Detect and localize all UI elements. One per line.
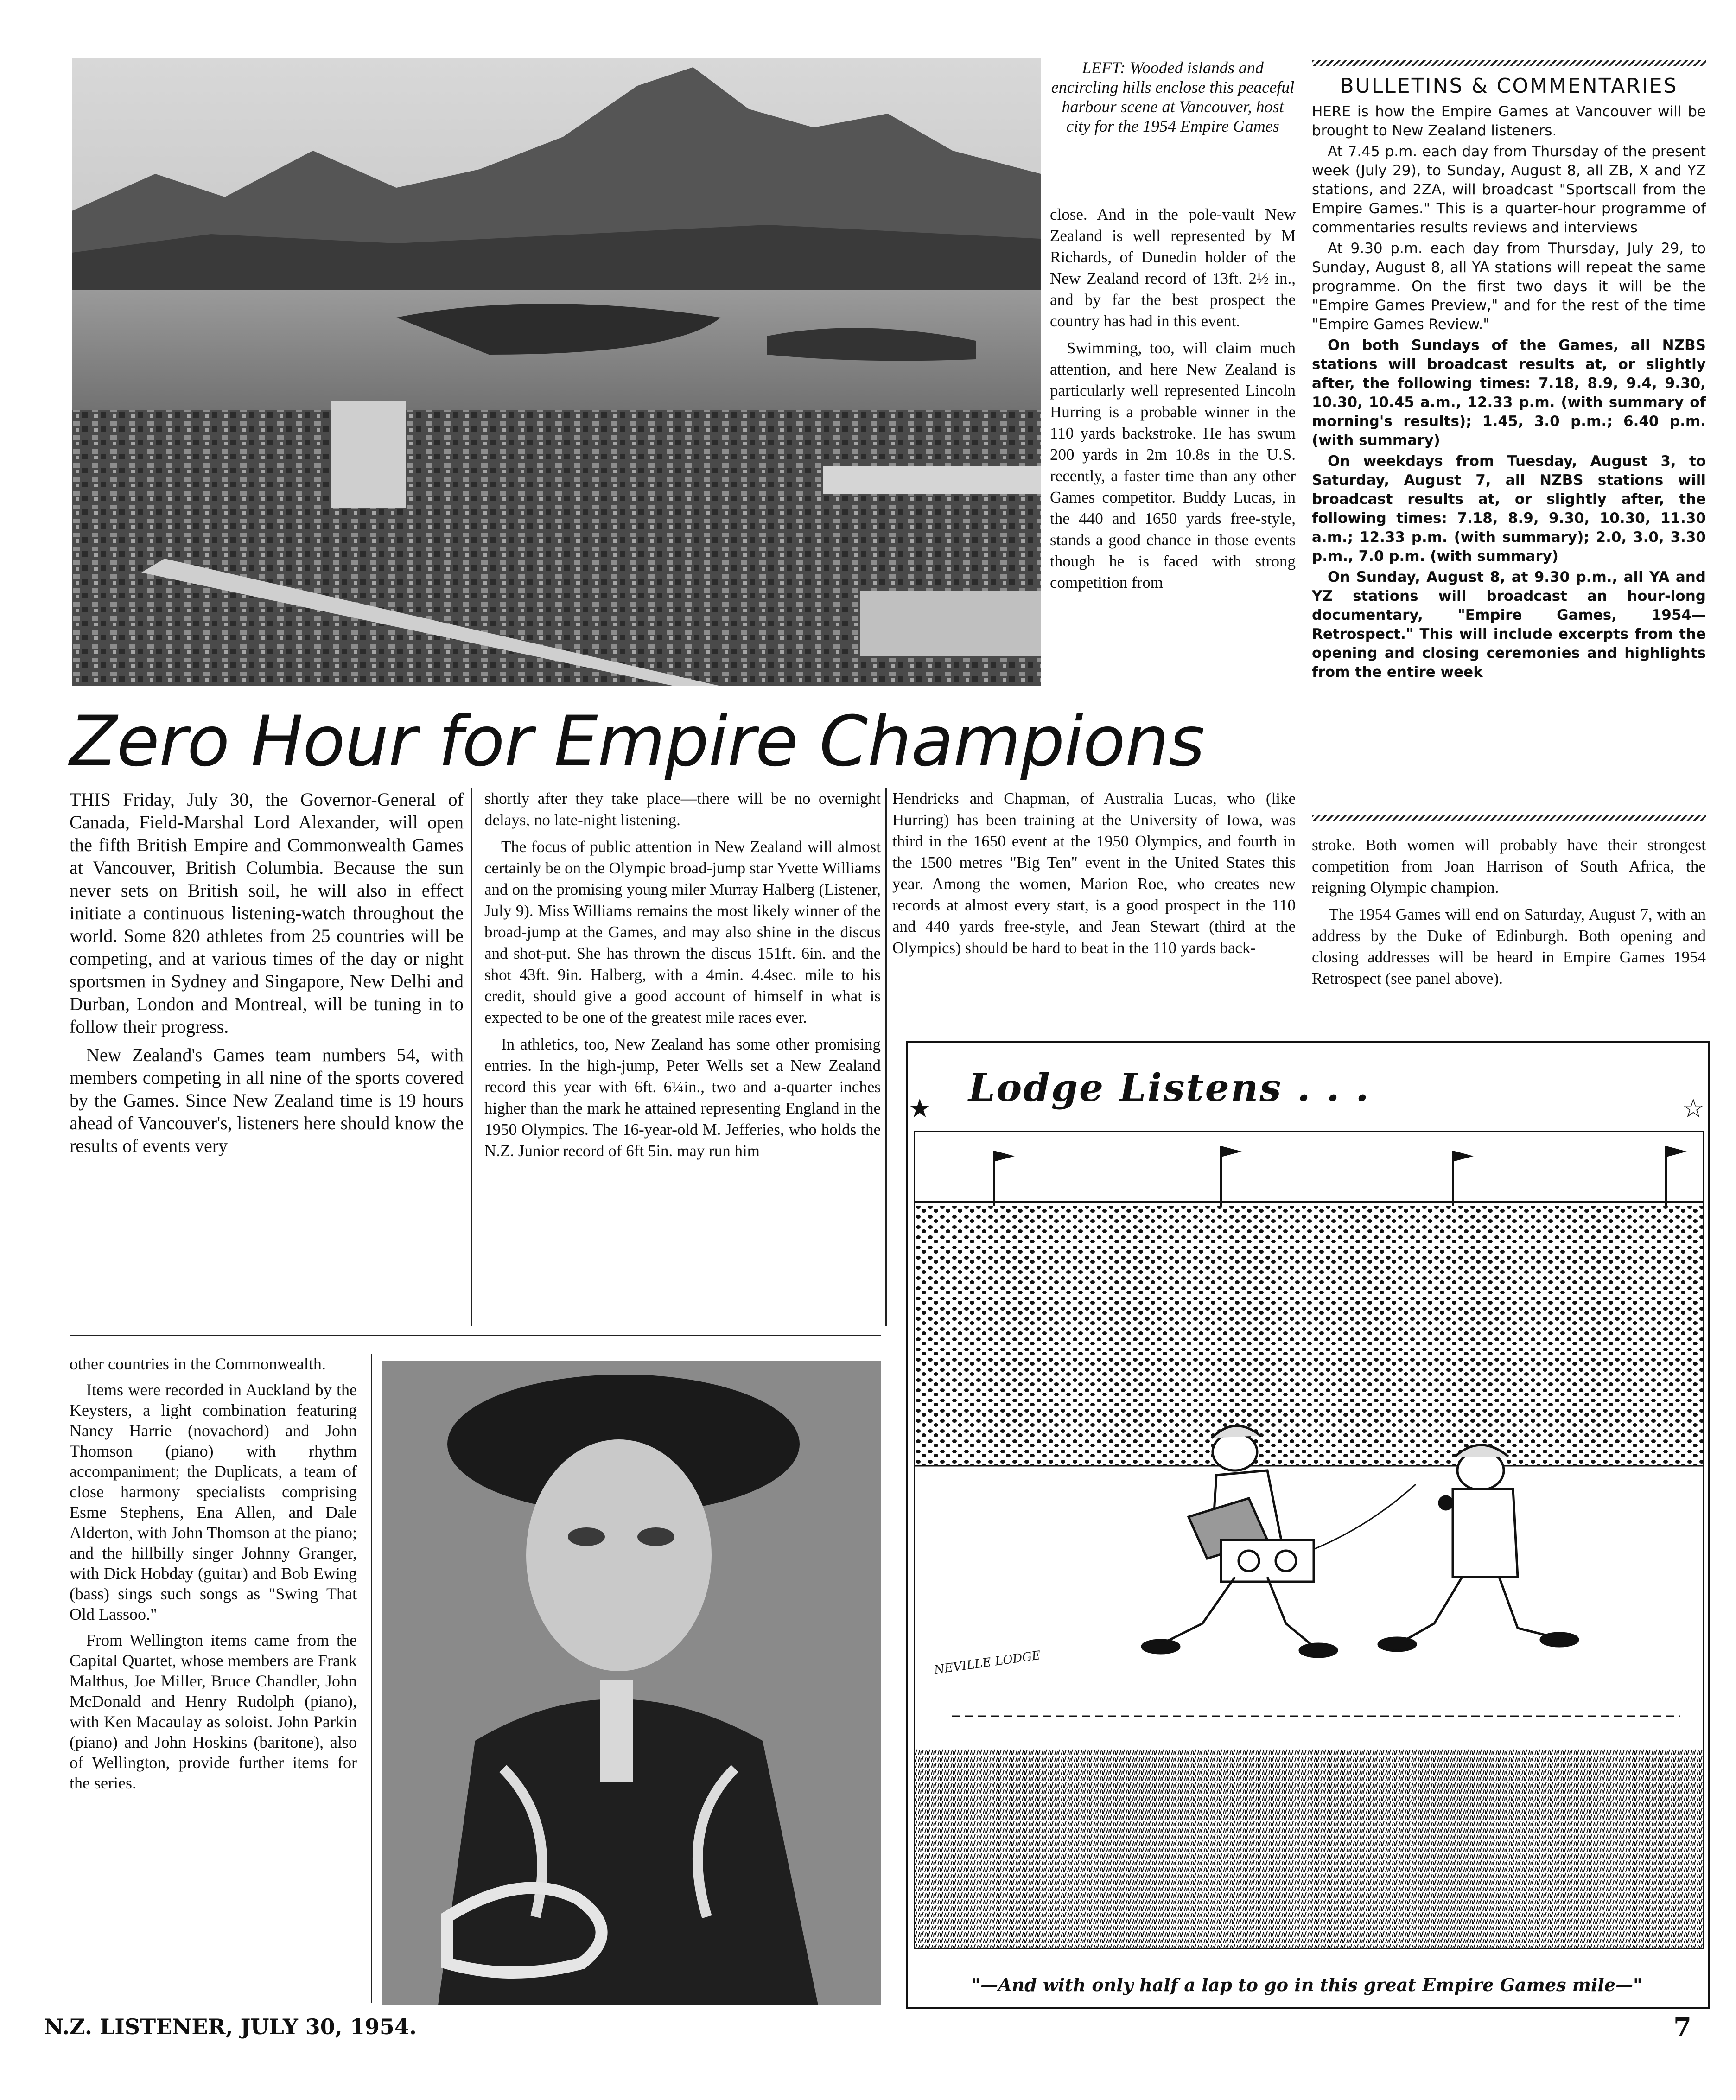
bulletin-paragraph: On weekdays from Tuesday, August 3, to Saturday, August 7, all NZBS stations will broadcast results at, or slightly after, the following times: 7.18, 8.9, 9.30, 10.30, 11.30 a.m.; 12.33 p.m. (with summary); 2.0, 3.0, 3.30 p.m., 7.0 p.m. (with summary) <box>1312 453 1706 565</box>
article-col-4 <box>1312 834 1706 995</box>
bulletin-paragraph: HERE is how the Empire Games at Vancouver will be brought to New Zealand listeners. <box>1312 103 1706 139</box>
harbour-photo-caption: LEFT: Wooded islands and encircling hills enclose this peaceful harbour scene at Vancouver, host city for the 1954 Empire Games <box>1051 58 1295 135</box>
column-rule <box>471 788 472 1326</box>
right-col-paragraph: close. And in the pole-vault New Zealand is well represented by M Richards, of Dunedin holder of the New Zealand record of 13ft. 2½ in., and by far the best prospect the country has had in this event. <box>1050 205 1296 330</box>
bulletins-body <box>1312 102 1706 682</box>
article-paragraph: The 1954 Games will end on Saturday, August 7, with an address by the Duke of Edinburgh. Both opening and closing addresses will be heard in Empire Games 1954 Retrospect (see panel above). <box>1312 905 1706 987</box>
bulletins-panel <box>1312 60 1706 821</box>
star-icon: ☆ <box>1681 1094 1705 1124</box>
cartoon-header <box>908 1043 1708 1131</box>
article-paragraph: stroke. Both women will probably have their strongest competition from Joan Harrison of South Africa, the reigning Olympic champion. <box>1312 836 1706 897</box>
article-paragraph: Hendricks and Chapman, of Australia Lucas, who (like Hurring) has been training at the University of Iowa, was third in the 1650 event at the 1950 Olympics, and fourth in the 1500 metres "Big Ten" event in the United States this year. Among the women, Marion Roe, who creates new records at almost every start, is a good prospect in the 110 and 440 yards free-style, and Jean Stewart (third at the Olympics) should be hard to beat in the 110 yards back- <box>892 789 1296 957</box>
article-col-3 <box>892 788 1296 964</box>
cartoon-panel <box>906 1041 1710 2009</box>
bulletins-title: BULLETINS & COMMENTARIES <box>1340 74 1678 98</box>
runner-with-microphone <box>1379 1445 1578 1651</box>
bulletin-paragraph: At 9.30 p.m. each day from Thursday, July 29, to Sunday, August 8, all YA stations will repeat the same programme. On the first two days it will be the "Empire Games Preview," and for the rest of the time "Empire Games Review." <box>1312 240 1706 333</box>
section-rule <box>70 1335 881 1336</box>
article-paragraph: shortly after they take place—there will be no overnight delays, no late-night listening. <box>484 789 881 829</box>
cartoon-title: Lodge Listens . . . <box>968 1066 1370 1110</box>
cowboy-singer-image <box>382 1361 881 2005</box>
lower-paragraph: Items were recorded in Auckland by the Keysters, a light combination featuring Nancy Harrie (novachord) and John Thomson (piano) with rhythm accompaniment; the Duplicats, a team of close harmony specialists comprising Esme Stephens, Ena Allen, and Dale Alderton, with John Thomson at the piano; and the hillbilly singer Johnny Granger, with Dick Hobday (guitar) and Bob Ewing (bass) sings such songs as "Swing That Old Lassoo." <box>70 1381 357 1623</box>
headline: Zero Hour for Empire Champions <box>70 701 1205 782</box>
bulletins-top-rule <box>1312 60 1706 66</box>
page-number: 7 <box>1673 2012 1691 2043</box>
cartoon-image <box>915 1132 1703 1948</box>
lower-paragraph: From Wellington items came from the Capital Quartet, whose members are Frank Malthus, Joe Miller, Bruce Chandler, John McDonald and Henry Rudolph (piano), with Ken Macaulay as soloist. John Parkin (piano) and John Hoskins (baritone), also of Wellington, provide further items for the series. <box>70 1631 357 1792</box>
article-paragraph: The focus of public attention in New Zealand will almost certainly be on the Olympic broad-jump star Yvette Williams and on the promising young miler Murray Halberg (Listener, July 9). Miss Williams remains the most likely winner of the broad-jump at the Games, and may also shine in the discus and shot-put. She has thrown the discus 151ft. 6in. and the shot 43ft. 9in. Halberg, with a 4min. 4.4sec. mile to his credit, should give a good account of himself in what is expected to be one of the greatest mile races ever. <box>484 838 881 1026</box>
article-col-2 <box>484 788 881 1167</box>
bulletins-bottom-rule <box>1312 815 1706 821</box>
article-paragraph: THIS Friday, July 30, the Governor-General of Canada, Field-Marshal Lord Alexander, will open the fifth British Empire and Commonwealth Games at Vancouver, British Columbia. Because the sun never sets on British soil, he will also in effect initiate a continuous listening-watch throughout the world. Some 820 athletes from 25 countries will be competing, and at various times of the day or night sportsmen in Sydney and Singapore, New Delhi and Durban, London and Montreal, will be tuning in to follow their progress. <box>70 789 464 1037</box>
bulletin-paragraph: At 7.45 p.m. each day from Thursday of the present week (July 29), to Sunday, August 8, all ZB, X and YZ stations, and 2ZA, will broadcast "Sportscall from the Empire Games." This is a quarter-hour programme of commentaries results reviews and interviews <box>1312 143 1706 236</box>
lower-paragraph: other countries in the Commonwealth. <box>70 1355 326 1373</box>
article-paragraph: New Zealand's Games team numbers 54, with members competing in all nine of the sports covered by the Games. Since New Zealand time is 19 hours ahead of Vancouver's, listeners here should know the results of events very <box>70 1044 464 1156</box>
footer-issue: N.Z. LISTENER, JULY 30, 1954. <box>44 2014 417 2039</box>
portrait-photo <box>382 1361 881 2005</box>
cartoon-caption: "—And with only half a lap to go in this great Empire Games mile—" <box>971 1974 1642 1995</box>
column-rule <box>371 1354 372 2003</box>
article-col-1 <box>70 788 464 1163</box>
bulletin-paragraph: On both Sundays of the Games, all NZBS stations will broadcast results at, or slightly after, the following times: 7.18, 8.9, 9.4, 9.30, 10.30, 10.45 a.m., 12.33 p.m. (with summary of morning's results); 1.45, 3.0 p.m.; 6.40 p.m. (with summary) <box>1312 337 1706 449</box>
article-paragraph: In athletics, too, New Zealand has some other promising entries. In the high-jump, Peter Wells set a New Zealand record this year with 6ft. 6¼in., two and a-quarter inches higher than the mark he attained representing England in the 1950 Olympics. The 16-year-old M. Jefferies, who holds the N.Z. Junior record of 6ft 5in. may run him <box>484 1035 881 1160</box>
bulletin-paragraph: On Sunday, August 8, at 9.30 p.m., all YA and YZ stations will broadcast an hour-long documentary, "Empire Games, 1954—Retrospect." This will include excerpts from the opening and closing ceremonies and highlights from the entire week <box>1312 569 1706 681</box>
harbour-photo-image <box>72 58 1041 686</box>
star-icon: ★ <box>908 1094 932 1124</box>
lower-left-column <box>70 1354 357 1799</box>
cartoon-signature: NEVILLE LODGE <box>933 1648 1042 1677</box>
article-right-column <box>1050 204 1296 599</box>
cartoon-drawing <box>914 1131 1704 1949</box>
column-rule <box>885 788 887 1326</box>
right-col-paragraph: Swimming, too, will claim much attention, and here New Zealand is particularly well represented Lincoln Hurring is a probable winner in the 110 yards backstroke. He has swum 200 yards in 2m 10.8s in the U.S. recently, a faster time than any other Games competitor. Buddy Lucas, in the 440 and 1650 yards free-style, stands a good chance in those events though he is faced with strong competition from <box>1050 339 1296 592</box>
harbour-photo <box>72 58 1041 686</box>
